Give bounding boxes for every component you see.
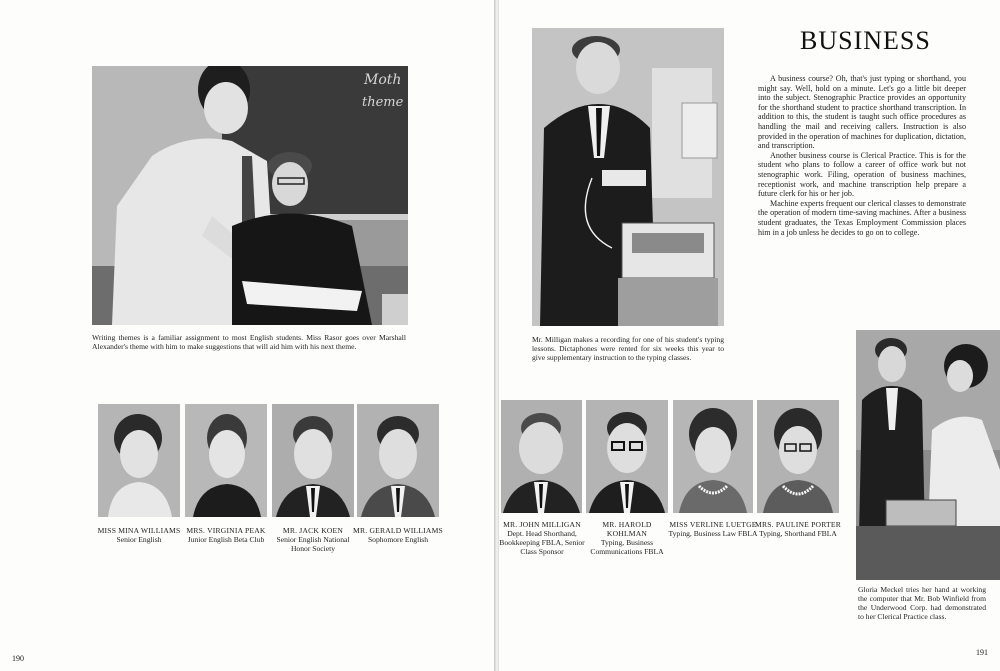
faculty-name: MRS. VIRGINIA PEAK: [186, 526, 266, 535]
faculty-name: MR. GERALD WILLIAMS: [353, 526, 443, 535]
portrait-pauline-porter: [757, 400, 839, 513]
article-paragraph: A business course? Oh, that's just typing or shorthand, you might say. Well, hold on a minute. Let's go a little bit deeper into the subject. Stenographic Practice provides an opportunity for the shorthand student to practice shorthand transcription. In addition to this, the student is taught such office procedures as handling the mail and receiving callers. Instruction is also provided in the operation of machines for duplication, dictation, and transcription.: [758, 74, 966, 151]
faculty-entry: [497, 520, 587, 556]
portrait-harold-kohlman: [586, 400, 668, 513]
faculty-entry: [94, 526, 184, 544]
portrait-virginia-peak: [185, 404, 267, 517]
faculty-entry: [266, 526, 360, 553]
page-number-left: 190: [12, 654, 24, 663]
portrait-mina-williams: [98, 404, 180, 517]
photo-gloria-meckel: [856, 330, 1000, 580]
caption-milligan-dictaphone: Mr. Milligan makes a recording for one of his student's typing lessons. Dictaphones were rented for six weeks this year to give supplementary instruction to the typing classes.: [532, 335, 724, 362]
portrait-verline-luetge: [673, 400, 753, 513]
photo-milligan-dictaphone: [532, 28, 724, 326]
article-paragraph: Another business course is Clerical Practice. This is for the student who plans to follow a career of office work but not stenographic work. Filing, operation of business machines, receptionist work, and machine transcription help prepare a future clerk for his or her job.: [758, 150, 966, 199]
faculty-role: Typing, Shorthand FBLA: [759, 529, 837, 538]
page-number-right: 191: [976, 648, 988, 657]
faculty-role: Typing, Business Law FBLA: [668, 529, 758, 538]
business-article: [758, 74, 966, 237]
faculty-role: Senior English National Honor Society: [276, 535, 350, 553]
faculty-entry: [181, 526, 271, 544]
faculty-role: Senior English: [116, 535, 162, 544]
caption-gloria-meckel: Gloria Meckel tries her hand at working the computer that Mr. Bob Winfield from the Underwood Corp. had demonstrated to her Clerical Practice class.: [858, 585, 986, 621]
photo-english-class: [92, 66, 408, 325]
chalkboard-word-1: Moth: [364, 72, 402, 88]
faculty-role: Junior English Beta Club: [187, 535, 265, 544]
faculty-entry: [753, 520, 843, 538]
faculty-entry: [668, 520, 758, 538]
chalkboard-word-2: theme: [362, 95, 404, 110]
faculty-name: MR. HAROLD KOHLMAN: [602, 520, 652, 538]
faculty-name: MISS VERLINE LUETGE: [669, 520, 757, 529]
faculty-name: MR. JOHN MILLIGAN: [503, 520, 581, 529]
faculty-name: MR. JACK KOEN: [282, 526, 344, 535]
caption-english-class: Writing themes is a familiar assignment to most English students. Miss Rasor goes over Marshall Alexander's theme with him to make suggestions that will aid him with his next theme.: [92, 333, 406, 351]
faculty-role: Dept. Head Shorthand, Bookkeeping FBLA, Senior Class Sponsor: [499, 529, 585, 556]
faculty-name: MISS MINA WILLIAMS: [97, 526, 181, 535]
section-title: BUSINESS: [800, 26, 931, 55]
faculty-name: MRS. PAULINE PORTER: [755, 520, 841, 529]
faculty-entry: [582, 520, 672, 556]
faculty-entry: [353, 526, 443, 544]
portrait-gerald-williams: [357, 404, 439, 517]
article-paragraph: Machine experts frequent our clerical classes to demonstrate the operation of modern time-saving machines. After a business student graduates, the Texas Employment Commission places him in a job unless he decides to go on to college.: [758, 198, 966, 237]
portrait-john-milligan: [501, 400, 582, 513]
portrait-jack-koen: [272, 404, 354, 517]
faculty-role: Sophomore English: [367, 535, 429, 544]
faculty-role: Typing, Business Communications FBLA: [590, 538, 664, 556]
